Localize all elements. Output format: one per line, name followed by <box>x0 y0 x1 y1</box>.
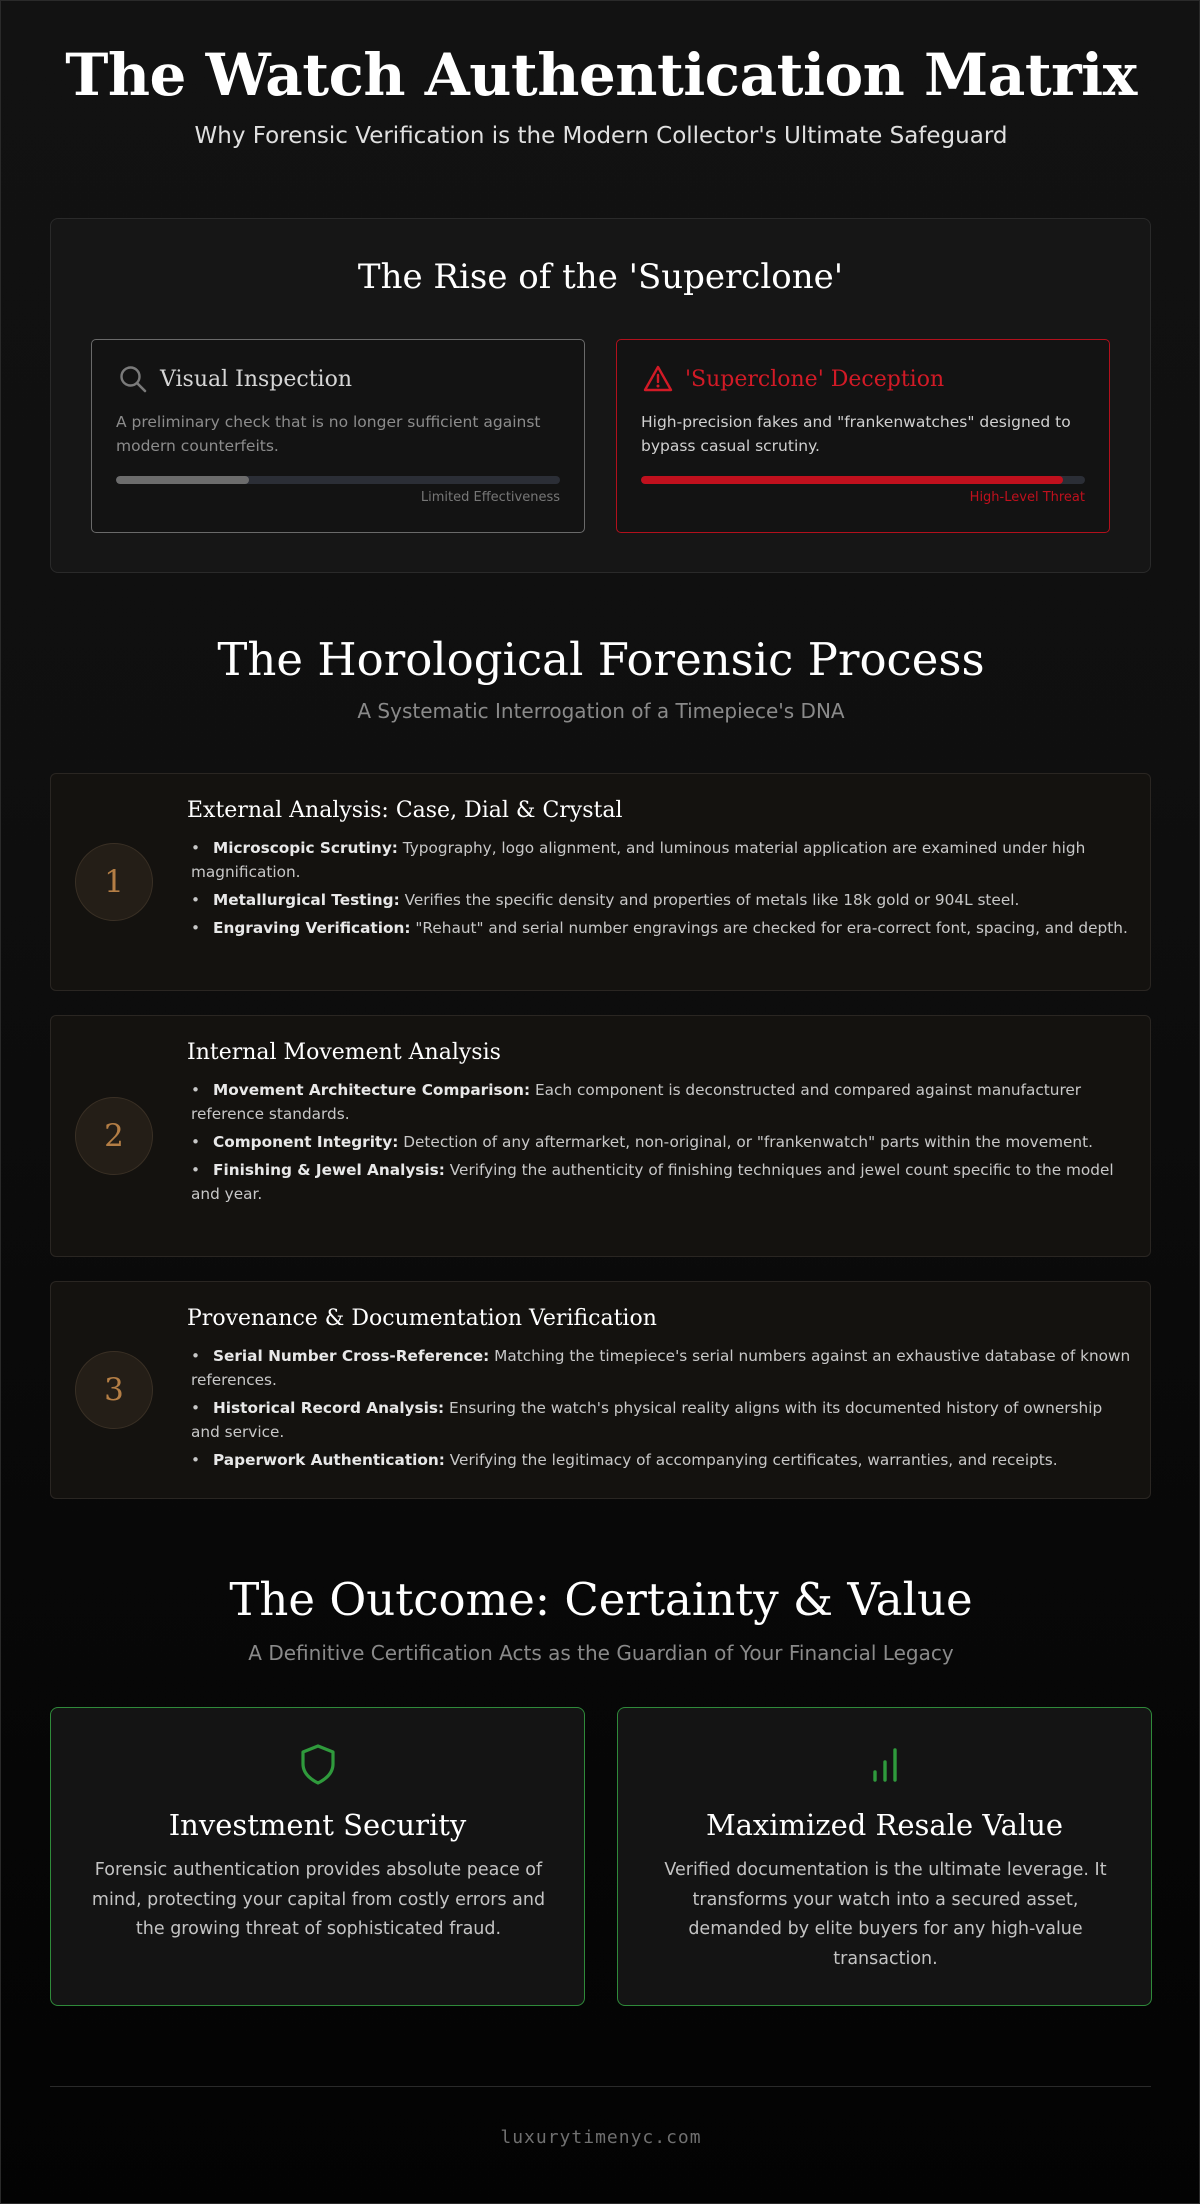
process-heading: The Horological Forensic Process <box>217 633 985 686</box>
bar-chart-icon <box>863 1742 907 1786</box>
step-details <box>191 1344 1131 1476</box>
threat-caption: High-Level Threat <box>969 490 1085 505</box>
list-item: • Paperwork Authentication: Verifying the legitimacy of accompanying certificates, warranties, and receipts. <box>191 1451 1058 1469</box>
step-title: Provenance & Documentation Verification <box>187 1306 657 1331</box>
step-number-badge: 1 <box>75 843 153 921</box>
threat-bar <box>641 476 1085 484</box>
process-step-3 <box>50 1281 1151 1499</box>
card-text: Forensic authentication provides absolute peace of mind, protecting your capital from costly errors and the growing threat of sophisticated fraud. <box>91 1860 546 1939</box>
card-text: Verified documentation is the ultimate leverage. It transforms your watch into a secured asset, demanded by elite buyers for any high-value transaction. <box>664 1860 1107 1969</box>
step-title: External Analysis: Case, Dial & Crystal <box>187 798 623 823</box>
outcome-subheading: A Definitive Certification Acts as the Guardian of Your Financial Legacy <box>248 1641 954 1665</box>
step-number-badge: 3 <box>75 1351 153 1429</box>
list-item: • Serial Number Cross-Reference: Matching the timepiece's serial numbers against an exhaustive database of known references. <box>191 1347 1131 1389</box>
footer-divider <box>50 2086 1151 2087</box>
warning-icon <box>643 364 673 394</box>
step-title: Internal Movement Analysis <box>187 1040 501 1065</box>
outcome-heading: The Outcome: Certainty & Value <box>229 1573 973 1626</box>
list-item: • Microscopic Scrutiny: Typography, logo alignment, and luminous material application are examined under high magnification. <box>191 839 1086 881</box>
superclone-deception-label: 'Superclone' Deception <box>685 366 945 392</box>
process-subheading: A Systematic Interrogation of a Timepiece's DNA <box>357 699 845 723</box>
investment-security-card <box>50 1707 585 2006</box>
effectiveness-bar <box>116 476 560 484</box>
visual-inspection-description: A preliminary check that is no longer sufficient against modern counterfeits. <box>116 413 541 455</box>
search-icon <box>118 364 148 394</box>
step-details <box>191 1078 1131 1210</box>
superclone-heading: The Rise of the 'Superclone' <box>357 257 844 297</box>
process-step-2 <box>50 1015 1151 1257</box>
shield-icon <box>296 1742 340 1786</box>
visual-inspection-card <box>91 339 585 533</box>
superclone-deception-card <box>616 339 1110 533</box>
list-item: • Metallurgical Testing: Verifies the specific density and properties of metals like 18k gold or 904L steel. <box>191 891 1020 909</box>
superclone-deception-description: High-precision fakes and "frankenwatches" designed to bypass casual scrutiny. <box>641 413 1071 455</box>
page-subtitle: Why Forensic Verification is the Modern Collector's Ultimate Safeguard <box>194 123 1008 149</box>
list-item: • Historical Record Analysis: Ensuring the watch's physical reality aligns with its documented history of ownership and service. <box>191 1399 1103 1441</box>
threat-bar-fill <box>641 476 1063 484</box>
effectiveness-caption: Limited Effectiveness <box>420 490 560 505</box>
card-title: Maximized Resale Value <box>705 1808 1064 1842</box>
footer-site-link[interactable]: luxurytimenyc.com <box>500 2127 702 2148</box>
page-title: The Watch Authentication Matrix <box>65 41 1137 109</box>
list-item: • Finishing & Jewel Analysis: Verifying the authenticity of finishing techniques and jewel count specific to the model and year. <box>191 1161 1114 1203</box>
step-details <box>191 836 1131 944</box>
list-item: • Component Integrity: Detection of any aftermarket, non-original, or "frankenwatch" parts within the movement. <box>191 1133 1093 1151</box>
superclone-panel <box>50 218 1151 573</box>
list-item: • Movement Architecture Comparison: Each component is deconstructed and compared against manufacturer reference standards. <box>191 1081 1082 1123</box>
process-step-1 <box>50 773 1151 991</box>
visual-inspection-label: Visual Inspection <box>160 366 353 392</box>
effectiveness-bar-fill <box>116 476 249 484</box>
resale-value-card <box>617 1707 1152 2006</box>
list-item: • Engraving Verification: "Rehaut" and serial number engravings are checked for era-correct font, spacing, and depth. <box>191 919 1128 937</box>
step-number-badge: 2 <box>75 1097 153 1175</box>
card-title: Investment Security <box>168 1808 467 1842</box>
